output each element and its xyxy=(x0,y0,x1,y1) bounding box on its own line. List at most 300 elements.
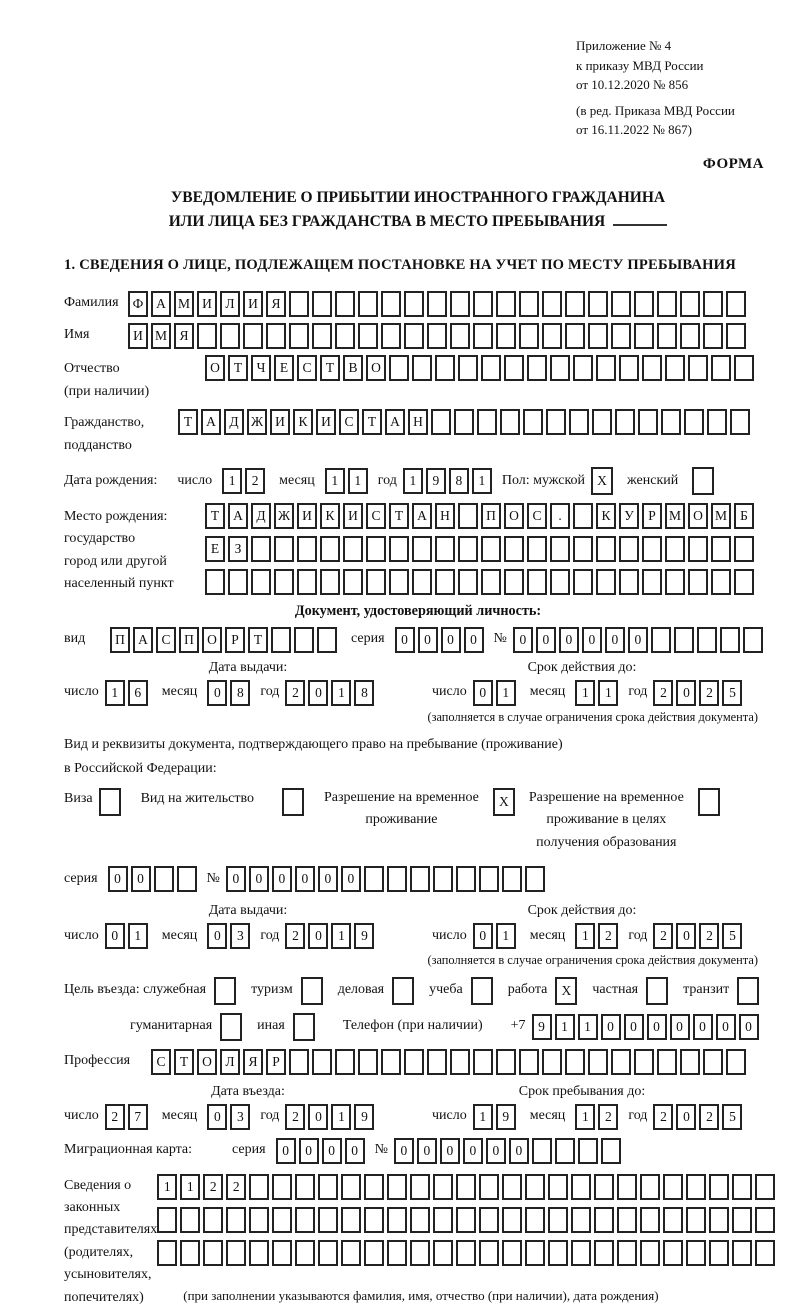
form-cell xyxy=(617,1174,637,1200)
form-cell: О xyxy=(197,1049,217,1075)
form-cell xyxy=(389,536,409,562)
form-cell xyxy=(481,355,501,381)
form-cell xyxy=(726,291,746,317)
form-cell: К xyxy=(596,503,616,529)
representatives-row xyxy=(64,1172,772,1309)
citizenship-label xyxy=(64,409,178,457)
issue-date-header: Дата выдачи: xyxy=(208,659,288,675)
form-cell xyxy=(289,1049,309,1075)
form-cell xyxy=(456,1207,476,1233)
phone-label: Телефон (при наличии) xyxy=(342,1018,483,1034)
form-cell: С xyxy=(151,1049,171,1075)
form-cell xyxy=(197,323,217,349)
other-label: иная xyxy=(257,1018,285,1034)
form-cell xyxy=(456,1240,476,1266)
form-cell xyxy=(657,1049,677,1075)
form-cell xyxy=(412,355,432,381)
form-cell xyxy=(341,1240,361,1266)
form-cell: Д xyxy=(251,503,271,529)
citizenship-cells xyxy=(178,409,750,435)
form-cell xyxy=(387,1174,407,1200)
form-cell xyxy=(550,569,570,595)
form-cell xyxy=(435,536,455,562)
form-cell xyxy=(427,291,447,317)
form-cell xyxy=(392,977,414,1005)
form-cell xyxy=(665,355,685,381)
form-cell xyxy=(573,355,593,381)
day-label: число xyxy=(432,927,467,943)
id-valid-month-cells xyxy=(575,680,618,706)
form-cell xyxy=(481,536,501,562)
year-label: год xyxy=(260,684,280,700)
form-cell xyxy=(642,355,662,381)
form-cell: 1 xyxy=(555,1014,575,1040)
form-cell: Б xyxy=(734,503,754,529)
form-cell xyxy=(249,1174,269,1200)
form-cell: Е xyxy=(205,536,225,562)
form-cell: В xyxy=(343,355,363,381)
form-cell xyxy=(571,1174,591,1200)
form-cell xyxy=(157,1207,177,1233)
res-issue-month-cells xyxy=(207,923,250,949)
temp-residence-edu-label xyxy=(529,787,684,854)
form-cell xyxy=(542,291,562,317)
form-cell: М xyxy=(151,323,171,349)
form-cell: А xyxy=(228,503,248,529)
form-cell: 0 xyxy=(440,1138,460,1164)
residence-doc-series-row xyxy=(64,866,772,892)
form-cell xyxy=(412,569,432,595)
form-cell xyxy=(504,355,524,381)
representatives-label-line2: законных xyxy=(64,1200,121,1216)
form-cell: 2 xyxy=(285,923,305,949)
form-cell: 0 xyxy=(105,923,125,949)
form-cell xyxy=(410,1240,430,1266)
form-cell: 8 xyxy=(449,468,469,494)
form-cell xyxy=(640,1174,660,1200)
form-cell xyxy=(571,1207,591,1233)
form-cell: 0 xyxy=(463,1138,483,1164)
form-cell xyxy=(243,323,263,349)
form-cell xyxy=(726,1049,746,1075)
form-cell xyxy=(433,866,453,892)
year-label: год xyxy=(377,472,397,488)
form-cell: 2 xyxy=(245,468,265,494)
form-cell xyxy=(450,323,470,349)
form-cell: 0 xyxy=(582,627,602,653)
form-cell: 1 xyxy=(331,923,351,949)
form-cell: 2 xyxy=(653,923,673,949)
form-cell: 1 xyxy=(403,468,423,494)
birth-year-cells xyxy=(403,468,492,494)
sex-female-checkbox xyxy=(692,467,714,495)
form-cell xyxy=(711,355,731,381)
form-cell: С xyxy=(156,627,176,653)
form-cell: Ч xyxy=(251,355,271,381)
purpose-business-checkbox xyxy=(392,977,414,1005)
form-cell: Т xyxy=(178,409,198,435)
valid-until-header: Срок действия до: xyxy=(527,659,637,675)
form-cell xyxy=(295,1207,315,1233)
issue-date-header: Дата выдачи: xyxy=(208,903,288,919)
form-cell xyxy=(674,627,694,653)
form-cell xyxy=(271,627,291,653)
form-cell xyxy=(301,977,323,1005)
surname-cells xyxy=(128,291,746,317)
form-cell xyxy=(565,291,585,317)
form-cell: 0 xyxy=(394,1138,414,1164)
form-cell xyxy=(709,1240,729,1266)
form-cell xyxy=(180,1240,200,1266)
form-cell xyxy=(473,1049,493,1075)
res-issue-date-group xyxy=(64,923,432,949)
doc-type-cells xyxy=(110,627,337,653)
annex-line: к приказу МВД России xyxy=(576,57,704,73)
form-cell: Ф xyxy=(128,291,148,317)
form-cell xyxy=(686,1240,706,1266)
form-cell xyxy=(387,866,407,892)
form-cell xyxy=(205,569,225,595)
form-cell: Р xyxy=(266,1049,286,1075)
form-cell: Т xyxy=(248,627,268,653)
form-cell: Н xyxy=(408,409,428,435)
form-cell xyxy=(588,323,608,349)
form-cell xyxy=(282,788,304,816)
form-cell xyxy=(364,1240,384,1266)
res-series-cells xyxy=(108,866,197,892)
form-cell: 0 xyxy=(345,1138,365,1164)
form-cell: 0 xyxy=(295,866,315,892)
birth-date-row xyxy=(64,467,772,495)
form-cell: 3 xyxy=(230,1104,250,1130)
form-cell xyxy=(617,1240,637,1266)
birthplace-label-line3: город или другой xyxy=(64,553,167,569)
form-cell: X xyxy=(591,467,613,495)
form-cell xyxy=(293,1013,315,1041)
form-cell xyxy=(755,1174,775,1200)
form-cell: 0 xyxy=(624,1014,644,1040)
month-label: месяц xyxy=(161,927,198,943)
form-cell xyxy=(450,1049,470,1075)
form-cell xyxy=(471,977,493,1005)
form-cell: И xyxy=(343,503,363,529)
form-cell: Т xyxy=(205,503,225,529)
form-cell: С xyxy=(339,409,359,435)
form-cell: 0 xyxy=(207,1104,227,1130)
form-cell xyxy=(502,1174,522,1200)
form-cell xyxy=(479,1174,499,1200)
form-cell xyxy=(657,323,677,349)
form-cell xyxy=(665,536,685,562)
form-cell: Л xyxy=(220,291,240,317)
form-cell: 0 xyxy=(441,627,461,653)
section1-heading: 1. СВЕДЕНИЯ О ЛИЦЕ, ПОДЛЕЖАЩЕМ ПОСТАНОВКЕ НА УЧЕТ ПО МЕСТУ ПРЕБЫВАНИЯ xyxy=(64,256,736,273)
form-cell: 1 xyxy=(222,468,242,494)
form-cell: Р xyxy=(642,503,662,529)
form-cell: 2 xyxy=(699,923,719,949)
private-label: частная xyxy=(592,982,639,998)
phone-cells xyxy=(532,1014,759,1040)
year-label: год xyxy=(260,927,280,943)
doc-number-cells xyxy=(513,627,763,653)
form-cell: . xyxy=(550,503,570,529)
form-cell xyxy=(433,1174,453,1200)
month-label: месяц xyxy=(161,684,198,700)
form-cell xyxy=(663,1207,683,1233)
temp-residence-edu-line2: проживание в целях xyxy=(546,812,667,828)
form-cell xyxy=(734,569,754,595)
form-cell xyxy=(157,1240,177,1266)
res-valid-day-cells xyxy=(473,923,516,949)
birthplace-label-line4: населенный пункт xyxy=(64,576,174,592)
form-cell xyxy=(341,1207,361,1233)
form-cell xyxy=(226,1207,246,1233)
form-cell xyxy=(297,569,317,595)
form-cell xyxy=(387,1240,407,1266)
form-cell: М xyxy=(665,503,685,529)
purpose-label: Цель въезда: служебная xyxy=(64,982,207,998)
purpose-official-checkbox xyxy=(214,977,236,1005)
form-cell xyxy=(381,1049,401,1075)
form-cell xyxy=(318,1240,338,1266)
month-label: месяц xyxy=(161,1108,198,1124)
form-cell: Р xyxy=(225,627,245,653)
form-cell xyxy=(177,866,197,892)
permits-row xyxy=(64,787,772,854)
form-cell xyxy=(504,536,524,562)
form-cell xyxy=(500,409,520,435)
birth-month-cells xyxy=(325,468,368,494)
residence-doc-dates xyxy=(64,902,772,969)
form-cell xyxy=(640,1207,660,1233)
form-cell: П xyxy=(179,627,199,653)
day-label: число xyxy=(64,927,99,943)
form-cell: 7 xyxy=(128,1104,148,1130)
phone-prefix: +7 xyxy=(510,1018,526,1034)
form-cell xyxy=(651,627,671,653)
tourism-label: туризм xyxy=(251,982,293,998)
form-cell xyxy=(203,1207,223,1233)
form-cell: И xyxy=(128,323,148,349)
form-cell xyxy=(502,1240,522,1266)
valid-note: (заполняется в случае ограничения срока действия документа) xyxy=(427,709,758,724)
form-cell xyxy=(573,536,593,562)
form-cell xyxy=(272,1174,292,1200)
form-cell: А xyxy=(385,409,405,435)
form-cell xyxy=(364,1207,384,1233)
form-cell xyxy=(594,1207,614,1233)
form-cell xyxy=(686,1174,706,1200)
temp-residence-label-line1: Разрешение на временное xyxy=(323,789,479,805)
form-cell xyxy=(387,1207,407,1233)
form-cell xyxy=(688,536,708,562)
year-label: год xyxy=(260,1108,280,1124)
form-cell: С xyxy=(527,503,547,529)
form-cell: 1 xyxy=(496,923,516,949)
form-cell: 0 xyxy=(108,866,128,892)
form-cell xyxy=(456,866,476,892)
form-cell: 1 xyxy=(331,680,351,706)
patronymic-label-line1: Отчество xyxy=(64,361,120,377)
form-cell xyxy=(312,291,332,317)
temp-residence-label xyxy=(324,787,479,832)
form-cell xyxy=(479,1207,499,1233)
form-cell xyxy=(226,1240,246,1266)
representatives-label xyxy=(64,1172,157,1309)
form-cell xyxy=(320,536,340,562)
form-cell xyxy=(274,569,294,595)
form-cell xyxy=(358,323,378,349)
form-cell xyxy=(477,409,497,435)
form-cell: И xyxy=(243,291,263,317)
purpose-study-checkbox xyxy=(471,977,493,1005)
month-label: месяц xyxy=(529,927,566,943)
form-cell xyxy=(550,536,570,562)
form-cell: 0 xyxy=(322,1138,342,1164)
migration-number-cells xyxy=(394,1138,621,1164)
id-issue-year-cells xyxy=(285,680,374,706)
form-cell xyxy=(588,291,608,317)
form-cell xyxy=(703,1049,723,1075)
form-cell: Т xyxy=(174,1049,194,1075)
work-label: работа xyxy=(507,982,548,998)
form-cell: 0 xyxy=(308,1104,328,1130)
profession-cells xyxy=(151,1049,746,1075)
form-cell: 2 xyxy=(226,1174,246,1200)
form-cell: 0 xyxy=(559,627,579,653)
entry-date-group xyxy=(64,1104,432,1130)
form-cell xyxy=(523,409,543,435)
form-cell xyxy=(433,1240,453,1266)
form-title xyxy=(64,186,772,234)
form-cell: К xyxy=(320,503,340,529)
form-cell: 0 xyxy=(272,866,292,892)
form-cell xyxy=(274,536,294,562)
residence-permit-label: Вид на жительство xyxy=(140,790,254,806)
form-cell xyxy=(479,866,499,892)
form-cell: Л xyxy=(220,1049,240,1075)
series-label: серия xyxy=(232,1142,266,1158)
form-cell: 0 xyxy=(601,1014,621,1040)
form-cell xyxy=(220,1013,242,1041)
form-cell: 0 xyxy=(647,1014,667,1040)
form-cell xyxy=(458,536,478,562)
year-label: год xyxy=(628,684,648,700)
form-cell xyxy=(297,536,317,562)
birth-date-label: Дата рождения: xyxy=(64,472,158,488)
form-cell xyxy=(473,323,493,349)
form-cell xyxy=(734,355,754,381)
forma-label: ФОРМА xyxy=(702,155,764,172)
representatives-label-line3: представителях xyxy=(64,1222,158,1238)
title-line-1: УВЕДОМЛЕНИЕ О ПРИБЫТИИ ИНОСТРАННОГО ГРАЖДАНИНА xyxy=(170,188,666,206)
form-cell xyxy=(734,536,754,562)
form-cell xyxy=(709,1174,729,1200)
annex-edit-line: (в ред. Приказа МВД России xyxy=(576,102,735,118)
form-cell xyxy=(404,323,424,349)
valid-note: (заполняется в случае ограничения срока действия документа) xyxy=(427,953,758,968)
form-cell xyxy=(640,1240,660,1266)
form-cell: 0 xyxy=(226,866,246,892)
sex-male-checkbox xyxy=(591,467,613,495)
form-cell xyxy=(615,409,635,435)
form-cell: 1 xyxy=(325,468,345,494)
annex-line: от 10.12.2020 № 856 xyxy=(576,77,689,92)
given-name-cells xyxy=(128,323,746,349)
representatives-cells-row3 xyxy=(157,1240,775,1266)
form-cell xyxy=(381,323,401,349)
res-issue-day-cells xyxy=(105,923,148,949)
form-cell: С xyxy=(366,503,386,529)
form-cell: 0 xyxy=(207,680,227,706)
migration-series-cells xyxy=(276,1138,365,1164)
form-cell xyxy=(364,866,384,892)
form-cell: 1 xyxy=(180,1174,200,1200)
form-cell xyxy=(450,291,470,317)
identity-doc-row xyxy=(64,627,772,653)
form-cell xyxy=(686,1207,706,1233)
form-cell xyxy=(698,788,720,816)
form-cell: Я xyxy=(266,291,286,317)
form-cell: 0 xyxy=(628,627,648,653)
form-cell: 0 xyxy=(676,923,696,949)
form-cell xyxy=(389,355,409,381)
form-cell xyxy=(634,291,654,317)
form-cell xyxy=(504,569,524,595)
form-cell xyxy=(412,536,432,562)
form-cell xyxy=(496,291,516,317)
form-cell: 1 xyxy=(331,1104,351,1130)
form-cell xyxy=(519,323,539,349)
form-cell: 0 xyxy=(676,1104,696,1130)
form-cell xyxy=(410,866,430,892)
form-cell xyxy=(569,409,589,435)
form-cell xyxy=(634,323,654,349)
form-cell xyxy=(289,291,309,317)
surname-row xyxy=(64,291,772,317)
form-cell xyxy=(335,323,355,349)
form-cell xyxy=(619,355,639,381)
form-cell: 1 xyxy=(575,923,595,949)
form-cell: Т xyxy=(389,503,409,529)
form-cell: 0 xyxy=(417,1138,437,1164)
year-label: год xyxy=(628,927,648,943)
form-cell: 2 xyxy=(285,680,305,706)
form-cell: 0 xyxy=(131,866,151,892)
month-label: месяц xyxy=(529,684,566,700)
form-cell: И xyxy=(297,503,317,529)
form-cell xyxy=(364,1174,384,1200)
form-cell xyxy=(433,1207,453,1233)
form-cell xyxy=(180,1207,200,1233)
form-cell xyxy=(525,1174,545,1200)
form-cell: 0 xyxy=(676,680,696,706)
year-label: год xyxy=(628,1108,648,1124)
form-cell xyxy=(343,569,363,595)
form-cell xyxy=(203,1240,223,1266)
representatives-label-line5: усыновителях, xyxy=(64,1267,152,1283)
form-cell xyxy=(435,569,455,595)
form-cell: 0 xyxy=(418,627,438,653)
form-cell: О xyxy=(366,355,386,381)
citizenship-label-line2: подданство xyxy=(64,437,132,453)
form-cell: П xyxy=(481,503,501,529)
form-cell xyxy=(496,323,516,349)
form-cell xyxy=(611,323,631,349)
form-cell xyxy=(755,1207,775,1233)
form-cell: 9 xyxy=(354,923,374,949)
annex-line: Приложение № 4 xyxy=(576,38,672,53)
